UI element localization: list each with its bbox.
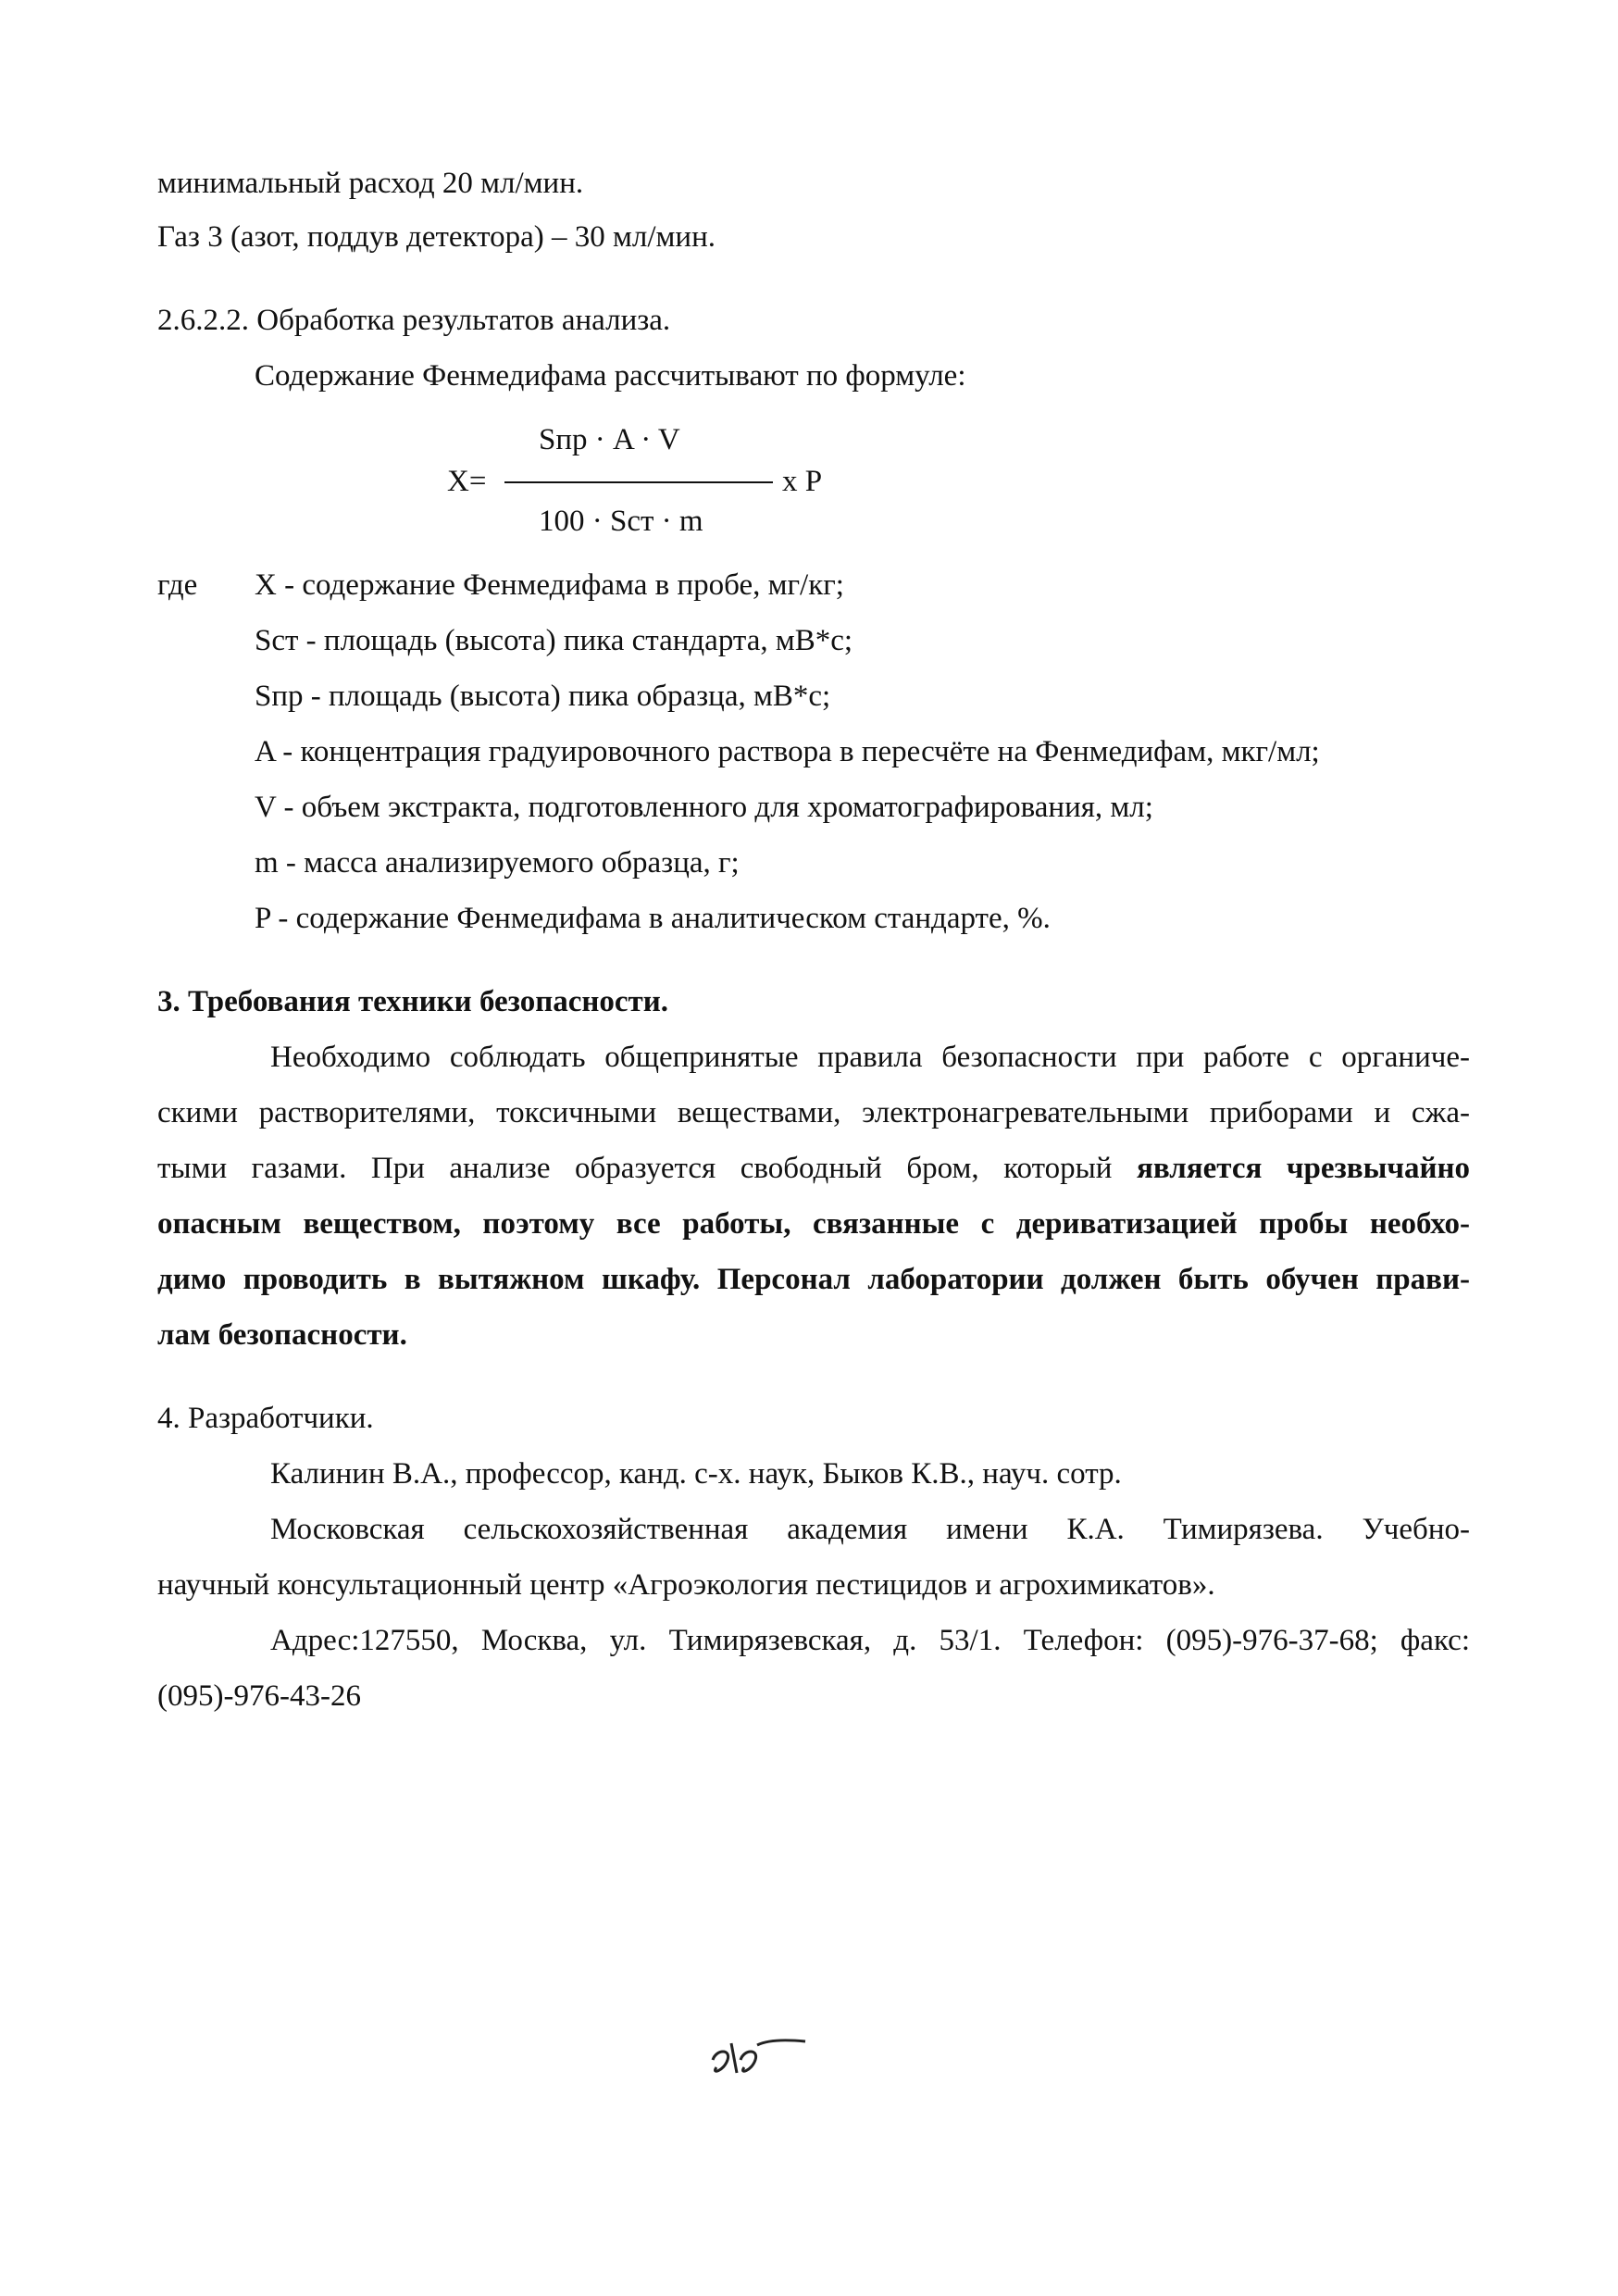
formula-numerator: Sпр · A · V (539, 423, 680, 456)
fraction-bar (504, 481, 773, 483)
safety-line-4: опасным веществом, поэтому все работы, связанные с дериватизацией пробы необхо- (157, 1207, 1470, 1241)
definition-spr: Sпр - площадь (высота) пика образца, мВ*с; (255, 680, 831, 713)
organization-line-2: научный консультационный центр «Агроэкология пестицидов и агрохимикатов». (157, 1568, 1215, 1602)
definition-sst: Sст - площадь (высота) пика стандарта, мВ*с; (255, 624, 853, 657)
safety-line-3-normal: тыми газами. При анализе образуется свободный бром, который (157, 1152, 1113, 1185)
address-line-2: (095)-976-43-26 (157, 1679, 361, 1713)
formula-denominator: 100 · Sст · m (539, 505, 703, 538)
address-line-1: Адрес:127550, Москва, ул. Тимирязевская, д. 53/1. Телефон: (095)-976-37-68; факс: (270, 1624, 1470, 1657)
section-heading-4: 4. Разработчики. (157, 1402, 374, 1435)
safety-line-1: Необходимо соблюдать общепринятые правила безопасности при работе с органиче- (270, 1041, 1470, 1074)
section-heading-2622: 2.6.2.2. Обработка результатов анализа. (157, 304, 671, 337)
formula-lead: Содержание Фенмедифама рассчитывают по формуле: (255, 359, 966, 393)
intro-line-2: Газ 3 (азот, поддув детектора) – 30 мл/мин. (157, 220, 716, 254)
safety-line-3 (157, 1150, 1470, 1187)
formula-multiplier: x P (782, 465, 823, 498)
safety-line-6: лам безопасности. (157, 1318, 407, 1352)
definition-m: m - масса анализируемого образца, г; (255, 846, 740, 880)
definition-v: V - объем экстракта, подготовленного для хроматографирования, мл; (255, 791, 1153, 824)
definition-a: A - концентрация градуировочного раствора в пересчёте на Фенмедифам, мкг/мл; (255, 735, 1320, 768)
definition-x: X - содержание Фенмедифама в пробе, мг/кг; (255, 568, 844, 602)
organization-line-1: Московская сельскохозяйственная академия имени К.А. Тимирязева. Учебно- (270, 1513, 1470, 1546)
definition-p: P - содержание Фенмедифама в аналитическом стандарте, %. (255, 902, 1051, 935)
formula-lhs: X= (447, 465, 487, 498)
safety-line-3-bold: является чрезвычайно (1136, 1152, 1470, 1185)
section-heading-3: 3. Требования техники безопасности. (157, 985, 669, 1018)
intro-line-1: минимальный расход 20 мл/мин. (157, 167, 584, 200)
where-label: где (157, 568, 198, 602)
authors: Калинин В.А., профессор, канд. с-х. наук, Быков К.В., науч. сотр. (270, 1457, 1122, 1491)
safety-line-5: димо проводить в вытяжном шкафу. Персонал лаборатории должен быть обучен прави- (157, 1263, 1470, 1296)
safety-line-2: скими растворителями, токсичными веществами, электронагревательными приборами и сжа- (157, 1096, 1470, 1129)
handwritten-page-number (703, 2032, 815, 2088)
